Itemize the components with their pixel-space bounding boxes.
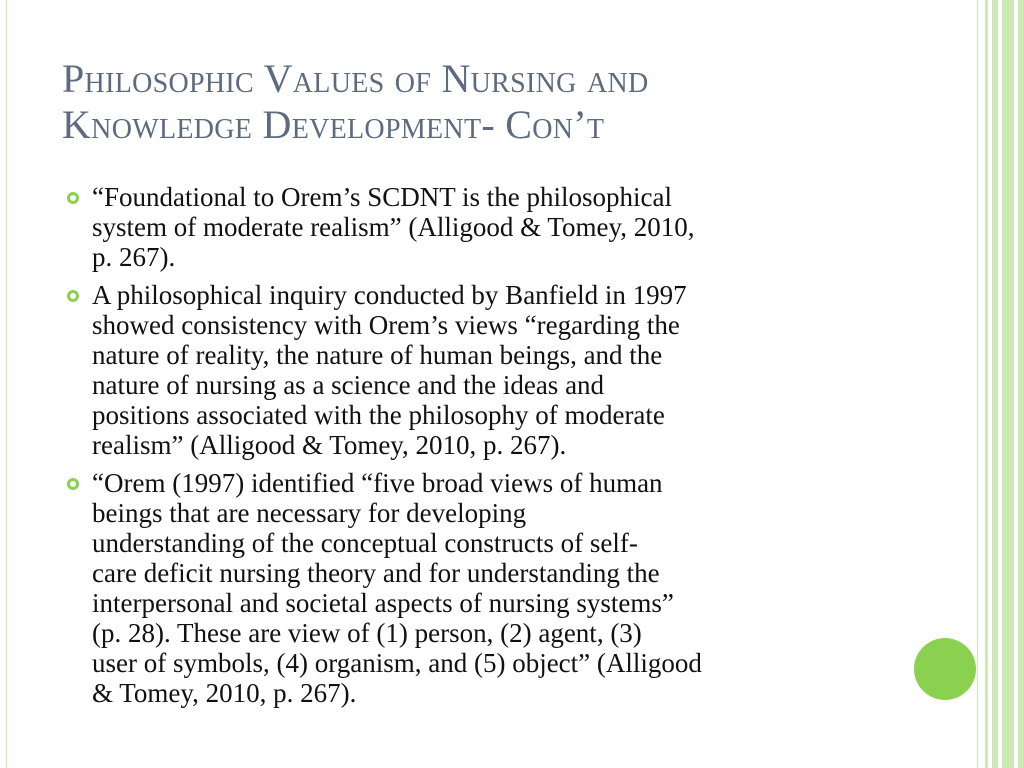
right-frame-line	[977, 0, 978, 768]
decorative-stripe	[992, 0, 998, 768]
bullet-line: interpersonal and societal aspects of nursing systems”	[92, 588, 674, 618]
slide-title	[62, 56, 962, 148]
bullet-line: nature of reality, the nature of human beings, and the	[92, 340, 663, 370]
bullet-line: beings that are necessary for developing	[92, 498, 527, 528]
decorative-stripe	[985, 0, 988, 768]
bullet-line: showed consistency with Orem’s views “regarding the	[92, 310, 680, 340]
decorative-stripe	[1018, 0, 1024, 768]
bullet-circle-icon	[67, 192, 79, 204]
bullet-text	[92, 182, 894, 272]
bullet-line: realism” (Alligood & Tomey, 2010, p. 267).	[92, 430, 567, 460]
decorative-stripe	[1002, 0, 1014, 768]
bullet-line: p. 267).	[92, 242, 176, 272]
bullet-item	[64, 468, 894, 708]
bullet-line: & Tomey, 2010, p. 267).	[92, 678, 357, 708]
bullet-circle-icon	[67, 290, 79, 302]
bullet-line: A philosophical inquiry conducted by Banfield in 1997	[92, 280, 687, 310]
bullet-line: care deficit nursing theory and for understanding the	[92, 558, 660, 588]
bullet-line: nature of nursing as a science and the ideas and	[92, 370, 605, 400]
bullet-line: “Orem (1997) identified “five broad views of human	[92, 468, 663, 498]
bullet-line: understanding of the conceptual constructs of self-	[92, 528, 638, 558]
bullet-list	[64, 182, 894, 716]
bullet-item	[64, 280, 894, 460]
bullet-line: user of symbols, (4) organism, and (5) object” (Alligood	[92, 648, 702, 678]
bullet-line: “Foundational to Orem’s SCDNT is the philosophical	[92, 182, 672, 212]
bullet-circle-icon	[67, 478, 79, 490]
title-line: Knowledge Development- Con’t	[62, 102, 605, 147]
left-frame-line	[6, 0, 7, 768]
accent-circle	[914, 638, 976, 700]
bullet-item	[64, 182, 894, 272]
bullet-text	[92, 468, 894, 708]
title-line: Philosophic Values of Nursing and	[62, 56, 649, 101]
bullet-line: positions associated with the philosophy of moderate	[92, 400, 665, 430]
bullet-text	[92, 280, 894, 460]
bullet-line: system of moderate realism” (Alligood & Tomey, 2010,	[92, 212, 695, 242]
bullet-line: (p. 28). These are view of (1) person, (2) agent, (3)	[92, 618, 642, 648]
